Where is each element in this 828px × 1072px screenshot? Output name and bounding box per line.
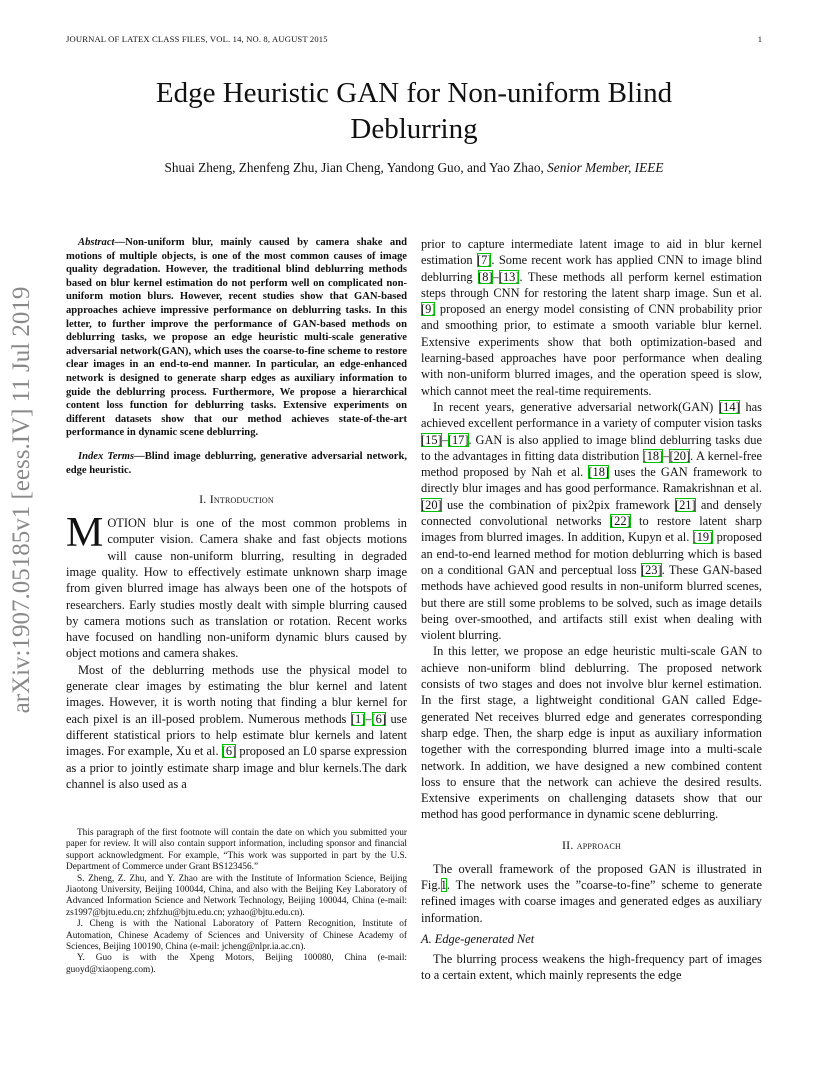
text-run: – [663, 448, 670, 463]
index-terms [66, 450, 407, 477]
text-run: – [492, 269, 499, 284]
citation-link[interactable]: [9] [421, 302, 436, 317]
section-title: approach [576, 837, 622, 852]
text-run: use different statistical priors to help estimate blur kernels and latent images. For example, Xu et al. [66, 711, 407, 759]
text-run: – [365, 711, 372, 726]
text-run: . A kernel-free method proposed by Nah et al. [421, 448, 762, 480]
subsection-heading: A. Edge-generated Net [421, 931, 535, 946]
citation-link[interactable]: [6] [221, 744, 237, 759]
citation-link[interactable]: [18] [642, 448, 664, 463]
citation-link[interactable]: [20] [421, 497, 442, 512]
intro-p1-text: OTION blur is one of the most common problems in computer vision. Camera shake and fast objects motions will cause non-uniform blurring, resulting in degraded image quality. How to effectively estimate unknown sharp image from given blurred image has always been one of the hotspots of researchers. Early studies mostly dealt with simple blurring caused by camera motions such as translation or rotation. Recent works have focused on handling non-uniform dynamic blurs caused by object motions and camera shakes. [66, 516, 407, 661]
text-run: Most of the deblurring methods use the physical model to generate clear images by estimating the blur kernel and latent images. However, it is worth noting that finding a blur kernel for each pixel is an ill-posed problem. Numerous methods [66, 662, 407, 726]
text-run: In recent years, generative adversarial network(GAN) [433, 399, 720, 414]
citation-link[interactable]: [17] [447, 432, 469, 447]
citation-link[interactable]: [20] [669, 448, 691, 463]
text-run: and densely connected convolutional networks [421, 497, 762, 529]
section-title: Introduction [209, 492, 274, 507]
citation-link[interactable]: [6] [371, 711, 386, 726]
intro-paragraph-2 [66, 662, 407, 792]
section-number: I. [199, 492, 207, 507]
text-run: uses the GAN framework to directly blur images and has good performance. Ramakrishnan et al. [421, 465, 762, 496]
text-run: proposed an L0 sparse expression as a prior to jointly estimate sharp image and blur kernels.The dark channel is also used as a [66, 744, 407, 791]
abstract-text: —Non-uniform blur, mainly caused by camera shake and motions of multiple objects, is one of the most common causes of image quality degradation. However, the traditional blind deblurring methods based on blur kernel estimation do not perform well on complicated non-uniform motion blurs. However, recent studies show that GAN-based approaches achieve impressive performance on deblurring tasks. In this letter, to further improve the performance of GAN-based methods on deblurring tasks, we propose an edge heuristic multi-scale generative adversarial network(GAN), which uses the coarse-to-fine scheme to restore clear images in an end-to-end manner. In particular, an edge-enhanced network is designed to generate sharp edges as auxiliary information to guide the deblurring process. Furthermore, We propose a hierarchical content loss function for deblurring tasks. Extensive experiments on different datasets show that our method achieves state-of-the-art performance in dynamic scene deblurring. [66, 237, 407, 439]
footnote-1: This paragraph of the first footnote will contain the date on which you submitted your paper for review. It will also contain support information, including sponsor and financial support acknowledgment. For example, “This work was supported in part by the U.S. Department of Commerce under Grant BS123456.” [66, 828, 407, 873]
right-column [421, 236, 762, 983]
text-run: to restore latent sharp images from blurred images. In addition, Kupyn et al. [421, 514, 762, 545]
abstract [66, 236, 407, 440]
index-terms-text: —Blind image deblurring, generative adversarial network, edge heuristic. [66, 450, 407, 476]
footnotes [66, 828, 407, 976]
approach-paragraph [421, 861, 762, 926]
right-paragraph-1 [421, 236, 762, 399]
figure-link[interactable]: 1 [440, 877, 447, 892]
text-run: proposed an end-to-end learned method for motion deblurring which is based on a conditional GAN and perceptual loss [421, 530, 762, 577]
running-header: JOURNAL OF LATEX CLASS FILES, VOL. 14, NO. 8, AUGUST 2015 [66, 34, 328, 44]
citation-link[interactable]: [23] [640, 562, 662, 577]
citation-link[interactable]: [14] [719, 399, 740, 414]
text-run: prior to capture intermediate latent image to aid in blur kernel estimation [421, 237, 762, 268]
section-heading-approach [421, 838, 762, 853]
right-paragraph-3: In this letter, we propose an edge heuristic multi-scale GAN to achieve non-uniform blind deblurring. The proposed network consists of two stages and does not involve blur kernel estimation. In the first stage, a lightweight conditional GAN called Edge-generated Net receives blurred edge and generates corresponding sharp edge. Then, the sharp edge is input as auxiliary information together with the corresponding blurred image into a multi-scale network. In addition, we have designed a new combined content loss to ensure that the network can achieve the desired results. Extensive experiments on challenging datasets show that our method has good performance in dynamic scene deblurring. [421, 644, 762, 822]
citation-link[interactable]: [1] [350, 711, 366, 726]
text-run: . These GAN-based methods have achieved good results in non-uniform blurred scenes, but there are still some problems to be solved, such as image details being over-smoothed, and artifacts still exist when dealing with violent blurring. [421, 562, 762, 643]
authors-membership: Senior Member, IEEE [547, 160, 664, 175]
text-run: . GAN is also applied to image blind deblurring tasks due to the advantages in fitting data distribution [421, 432, 762, 463]
right-paragraph-2 [421, 399, 762, 643]
edge-net-paragraph: The blurring process weakens the high-frequency part of images to a certain extent, which mainly represents the edge [421, 951, 762, 983]
text-run: proposed an energy model consisting of CNN probability prior and smoothing prior, to estimate a smooth variable blur kernel. Extensive experiments show that both optimization-based and learning-based approaches have poor performance when dealing with non-uniform blurred images, and the operation speed is slow, which cannot meet the real-time requirements. [421, 302, 762, 398]
paper-title: Edge Heuristic GAN for Non-uniform Blind Deblurring [155, 77, 673, 145]
section-number: II. [561, 837, 574, 852]
citation-link[interactable]: [13] [498, 269, 520, 284]
citation-link[interactable]: [7] [476, 253, 492, 268]
text-run: – [441, 432, 448, 447]
citation-link[interactable]: [19] [692, 530, 714, 545]
section-heading-introduction [66, 492, 407, 507]
drop-cap: M [66, 510, 104, 557]
text-run: The overall framework of the proposed GAN is illustrated in Fig. [421, 861, 762, 892]
intro-paragraph-1 [66, 510, 407, 662]
citation-link[interactable]: [22] [610, 514, 631, 529]
citation-link[interactable]: [18] [588, 465, 610, 480]
text-run: . Some recent work has applied CNN to image blind deblurring [421, 253, 763, 284]
author-list [66, 160, 762, 176]
arxiv-stamp: arXiv:1907.05185v1 [eess.IV] 11 Jul 2019 [8, 286, 35, 714]
citation-link[interactable]: [21] [674, 497, 696, 512]
index-terms-lead: Index Terms [78, 450, 135, 462]
footnote-3: J. Cheng is with the National Laboratory of Pattern Recognition, Institute of Automation, Chinese Academy of Sciences and University of Chinese Academy of Sciences, Beijing 100190, China (e-mail: jcheng@nlpr.ia.ac.cn). [66, 919, 407, 953]
text-run: . These methods all perform kernel estimation steps through CNN for restoring the latent sharp image. Sun et al. [421, 269, 762, 300]
page-number: 1 [757, 34, 762, 44]
citation-link[interactable]: [15] [421, 432, 442, 447]
abstract-lead: Abstract [78, 237, 115, 248]
left-column [66, 236, 407, 792]
text-run: has achieved excellent performance in a variety of computer vision tasks [421, 399, 762, 431]
footnote-4: Y. Guo is with the Xpeng Motors, Beijing 100080, China (e-mail: guoyd@xiaopeng.com). [66, 953, 407, 975]
text-run: . The network uses the ”coarse-to-fine” scheme to generate refined images with coarse images and generated edges as auxiliary information. [421, 877, 762, 925]
text-run: use the combination of pix2pix framework [441, 497, 675, 512]
authors-names: Shuai Zheng, Zhenfeng Zhu, Jian Cheng, Yandong Guo, and Yao Zhao, [164, 160, 544, 175]
citation-link[interactable]: [8] [478, 269, 493, 284]
footnote-2: S. Zheng, Z. Zhu, and Y. Zhao are with the Institute of Information Science, Beijing Jiaotong University, Beijing 100044, China, and also with the Beijing Key Laboratory of Advanced Information Science and Network Technology, Beijing 100044, China (e-mail: zs1997@bjtu.edu.cn; zhfzhu@bjtu.edu.cn; yzhao@bjtu.edu.cn). [66, 873, 407, 918]
